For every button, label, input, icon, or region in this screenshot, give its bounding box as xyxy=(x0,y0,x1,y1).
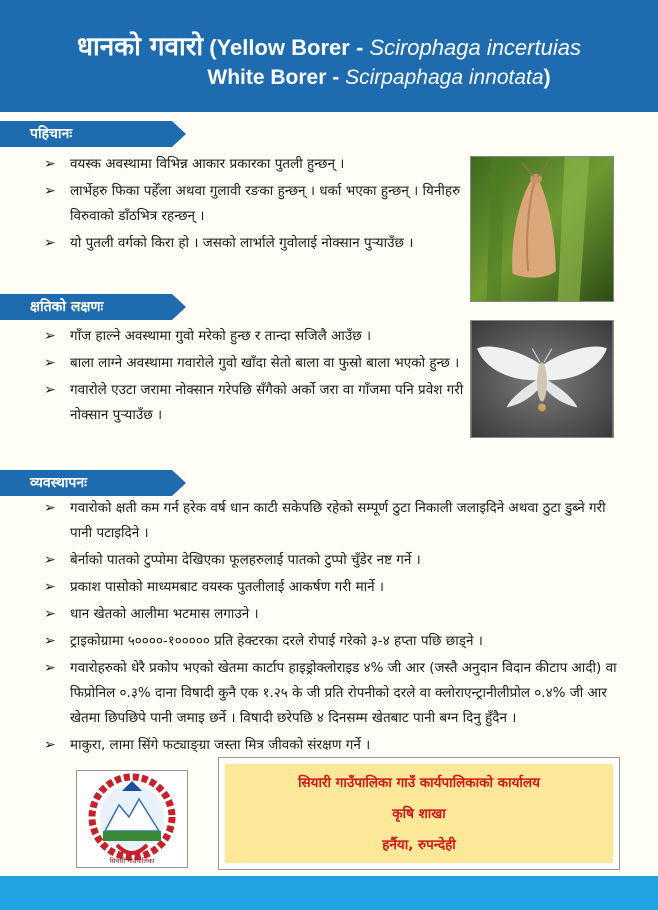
list-item: ➢ लार्भेहरु फिका पहेँला अथवा गुलावी रङका हुन्छन् । धर्का भएका हुन्छन् । यिनीहरु विरुवाको डाँठभित्र रहन्छन् । xyxy=(40,179,468,229)
list-item: ➢ वयस्क अवस्थामा विभिन्न आकार प्रकारका पुतली हुन्छन् । xyxy=(40,152,468,177)
list-item: ➢ बेर्नाको पातको टुप्पोमा देखिएका फूलहरुलाई पातको टुप्पो चुँडेर नष्ट गर्ने । xyxy=(40,548,618,573)
arrow-bullet-icon: ➢ xyxy=(44,382,56,398)
arrow-bullet-icon: ➢ xyxy=(44,552,56,568)
yellow-borer-moth-photo xyxy=(470,156,614,302)
list-item: ➢ धान खेतको आलीमा भटमास लगाउने । xyxy=(40,602,618,627)
arrow-bullet-icon: ➢ xyxy=(44,660,56,676)
list-item: ➢ यो पुतली वर्गको किरा हो । जसको लार्भाले गुवोलाई नोक्सान पुऱ्याउँछ । xyxy=(40,231,468,256)
title-white-borer-scientific: Scirpaphaga innotata xyxy=(345,66,544,89)
arrow-bullet-icon: ➢ xyxy=(44,579,56,595)
list-item: ➢ गवारोहरुको धेरै प्रकोप भएको खेतमा कार्टाप हाइड्रोक्लोराइड ४% जी आर (जस्तै अनुदान विदान कीटाप आदी) वा फिप्रोनिल ०.३% दाना विषादी कुनै एक १.२५ के जी प्रति रोपनीको दरले वा क्लोराएन्ट्रानीलीप्रोल ०.४% जी आर खेतमा छिपछिपे पानी जमाइ छर्ने । विषादी छरेपछि ४ दिनसम्म खेतबाट पानी बग्न दिनु हुँदैन । xyxy=(40,656,618,731)
white-borer-moth-photo xyxy=(470,320,614,438)
office-branch: कृषि शाखा xyxy=(392,806,446,822)
damage-heading xyxy=(0,294,172,320)
list-item: ➢ गाँज हाल्ने अवस्थामा गुवो मरेको हुन्छ र तान्दा सजिलै आउँछ । xyxy=(40,324,468,349)
arrow-bullet-icon: ➢ xyxy=(44,183,56,199)
title-close-paren: ) xyxy=(543,66,551,89)
title-line-1 xyxy=(0,32,658,63)
title-yellow-borer: (Yellow Borer - xyxy=(203,35,370,60)
arrow-bullet-icon: ➢ xyxy=(44,355,56,371)
management-list xyxy=(40,496,618,760)
footer-bar xyxy=(0,876,658,910)
office-box xyxy=(218,757,620,870)
arrow-bullet-icon: ➢ xyxy=(44,606,56,622)
arrow-bullet-icon: ➢ xyxy=(44,235,56,251)
management-heading xyxy=(0,470,172,496)
arrow-bullet-icon: ➢ xyxy=(44,328,56,344)
list-item: ➢ बाला लाग्ने अवस्थामा गवारोले गुवो खाँदा सेतो बाला वा फुस्रो बाला भएको हुन्छ । xyxy=(40,351,468,376)
list-item: ➢ माकुरा, लामा सिंगे फट्याङ्ग्रा जस्ता मित्र जीवको संरक्षण गर्ने । xyxy=(40,733,618,758)
damage-heading-text: क्षतिको लक्षणः xyxy=(30,299,104,315)
identification-heading xyxy=(0,121,172,147)
office-name: सियारी गाउँपालिका गाउँ कार्यपालिकाको कार्यालय xyxy=(298,775,540,791)
title-banner xyxy=(0,0,658,112)
office-info xyxy=(225,764,613,863)
damage-list xyxy=(40,324,468,430)
arrow-bullet-icon: ➢ xyxy=(44,737,56,753)
list-item: ➢ गवारोको क्षती कम गर्न हरेक वर्ष धान काटी सकेपछि रहेको सम्पूर्ण ठुटा निकाली जलाइदिने अथवा ठुटा डुब्ने गरी पानी पटाइदिने । xyxy=(40,496,618,546)
management-heading-text: व्यवस्थापनः xyxy=(30,475,87,491)
title-nepali: धानको गवारो xyxy=(77,32,204,62)
office-location: हर्नैया, रुपन्देही xyxy=(382,837,456,853)
arrow-bullet-icon: ➢ xyxy=(44,500,56,516)
arrow-bullet-icon: ➢ xyxy=(44,156,56,172)
list-item: ➢ प्रकाश पासोको माध्यमबाट वयस्क पुतलीलाई आकर्षण गरी मार्ने । xyxy=(40,575,618,600)
nepal-government-emblem-icon xyxy=(77,771,187,867)
emblem-caption: सियारी गाउँपालिका xyxy=(109,857,155,865)
identification-heading-text: पहिचानः xyxy=(30,126,73,142)
arrow-bullet-icon: ➢ xyxy=(44,633,56,649)
title-line-2 xyxy=(0,63,658,93)
title-yellow-borer-scientific: Scirophaga incertuias xyxy=(369,35,581,60)
title-white-borer: White Borer - xyxy=(207,66,346,89)
identification-list xyxy=(40,152,468,258)
list-item: ➢ ट्राइकोग्रामा ५००००-१००००० प्रति हेक्टरका दरले रोपाई गरेको ३-४ हप्ता पछि छाड्ने । xyxy=(40,629,618,654)
list-item: ➢ गवारोले एउटा जरामा नोक्सान गरेपछि सँगैको अर्को जरा वा गाँजमा पनि प्रवेश गरी नोक्सान पुऱ्याउँछ । xyxy=(40,378,468,428)
government-emblem xyxy=(76,770,188,868)
